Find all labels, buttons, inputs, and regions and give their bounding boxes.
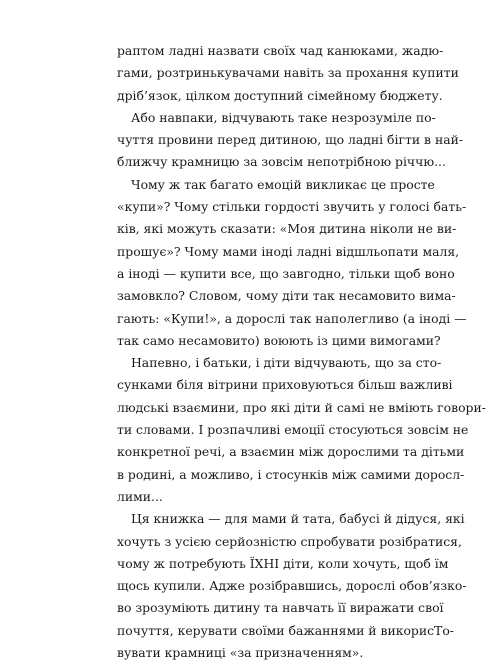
text-line: людські взаємини, про які діти й самі не вміють говори-: [117, 399, 486, 415]
text-line: в родині, а можливо, і стосунків між самими доросл-: [117, 466, 465, 482]
text-line: дріб’язок, цілком доступний сімейному бюджету.: [117, 87, 443, 103]
text-line: гами, розтринькувачами навіть за прохання купити: [117, 65, 459, 81]
paragraph: [117, 174, 467, 352]
text-line: Ця книжка — для мами й тата, бабусі й дідуся, які: [131, 511, 465, 527]
text-line: прошує»? Чому мами іноді ладні відшльопати маля,: [117, 243, 460, 259]
text-line: ти словами. І розпачливі емоції стосуються зовсім не: [117, 422, 469, 438]
text-line: ближчу крамницю за зовсім непотрібною річчю...: [117, 154, 446, 170]
text-line: лими...: [117, 488, 163, 504]
text-line: чуття провини перед дитиною, що ладні бігти в най-: [117, 132, 464, 148]
body-text: [117, 40, 486, 664]
text-line: Або навпаки, відчувають таке незрозуміле по-: [131, 109, 436, 125]
paragraph: [117, 508, 467, 664]
paragraph: [117, 40, 459, 107]
text-line: вувати крамниці «за призначенням».: [117, 645, 364, 661]
text-line: почуття, керувати своїми бажаннями й викорисТо-: [117, 622, 454, 638]
text-line: Чому ж так багато емоцій викликає це просте: [131, 176, 435, 192]
text-line: Напевно, і батьки, і діти відчувають, що за сто-: [131, 355, 442, 371]
text-line: так само несамовито) воюють із цими вимогами?: [117, 332, 441, 348]
text-line: сунками біля вітрини приховуються більш важливі: [117, 377, 453, 393]
text-line: во зрозуміють дитину та навчать її виражати свої: [117, 600, 444, 616]
text-line: гають: «Купи!», а дорослі так наполегливо (а іноді —: [117, 310, 467, 326]
text-line: конкретної речі, а взаємин між дорослими та дітьми: [117, 444, 465, 460]
text-line: чому ж потребують ЇХНІ діти, коли хочуть, щоб їм: [117, 555, 449, 571]
text-line: ків, які можуть сказати: «Моя дитина ніколи не ви-: [117, 221, 457, 237]
text-line: хочуть з усією серйозністю спробувати розібратися,: [117, 533, 462, 549]
text-line: щось купили. Адже розібравшись, дорослі обов’язко-: [117, 578, 467, 594]
paragraph: [117, 107, 464, 174]
text-line: а іноді — купити все, що завгодно, тільки щоб воно: [117, 265, 455, 281]
text-line: раптом ладні назвати своїх чад канюками, жадю-: [117, 43, 444, 58]
paragraph: [117, 352, 486, 508]
text-line: «купи»? Чому стільки гордості звучить у голосі бать-: [117, 199, 467, 215]
text-line: замовкло? Словом, чому діти так несамовито вима-: [117, 288, 456, 304]
